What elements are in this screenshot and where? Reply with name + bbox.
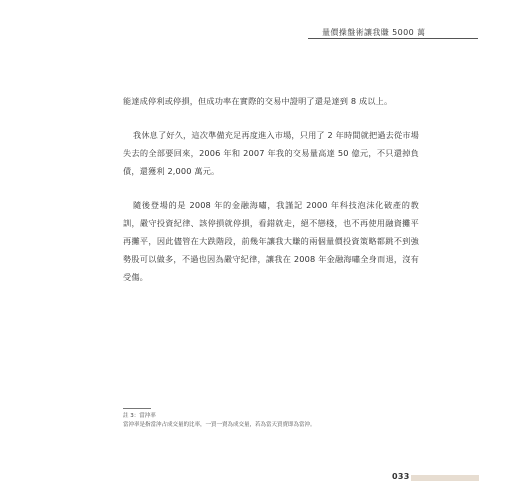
footnote-title: 註 3：當沖率 <box>123 413 156 419</box>
paragraph-3: 隨後登場的是 2008 年的金融海嘯，我謹記 2000 年科技泡沫化破產的教訓，嚴守投資紀律、該停損就停損，看錯就走，絕不戀棧，也不再使用融資攤平再攤平，因此儘管在大跌階段，前幾年讓我大賺的兩個量價投資策略都跳不到強勢股可以做多，不過也因為嚴守紀律，讓我在 2008 年金融海嘯全身而退，沒有受傷。 <box>123 200 419 282</box>
paragraph-2: 我休息了好久，這次準備充足再度進入市場，只用了 2 年時間就把過去從市場失去的全部要回來，2006 年和 2007 年我的交易量高達 50 億元，不只還掉負債，還獲利 2,000 萬元。 <box>123 130 420 176</box>
page-number-bar <box>411 475 479 481</box>
running-header: 量價操盤術讓我賺 5000 萬 <box>322 28 426 37</box>
footnote-text: 當沖率是指當沖占成交量的比率，一買一賣為成交量，若為當天買賣即為當沖。 <box>123 422 316 428</box>
footnote-rule <box>123 408 151 409</box>
paragraph-1: 能達成停利或停損，但成功率在實際的交易中證明了還是達到 8 成以上。 <box>123 96 393 106</box>
page-number: 033 <box>392 472 410 481</box>
header-rule <box>308 38 478 39</box>
